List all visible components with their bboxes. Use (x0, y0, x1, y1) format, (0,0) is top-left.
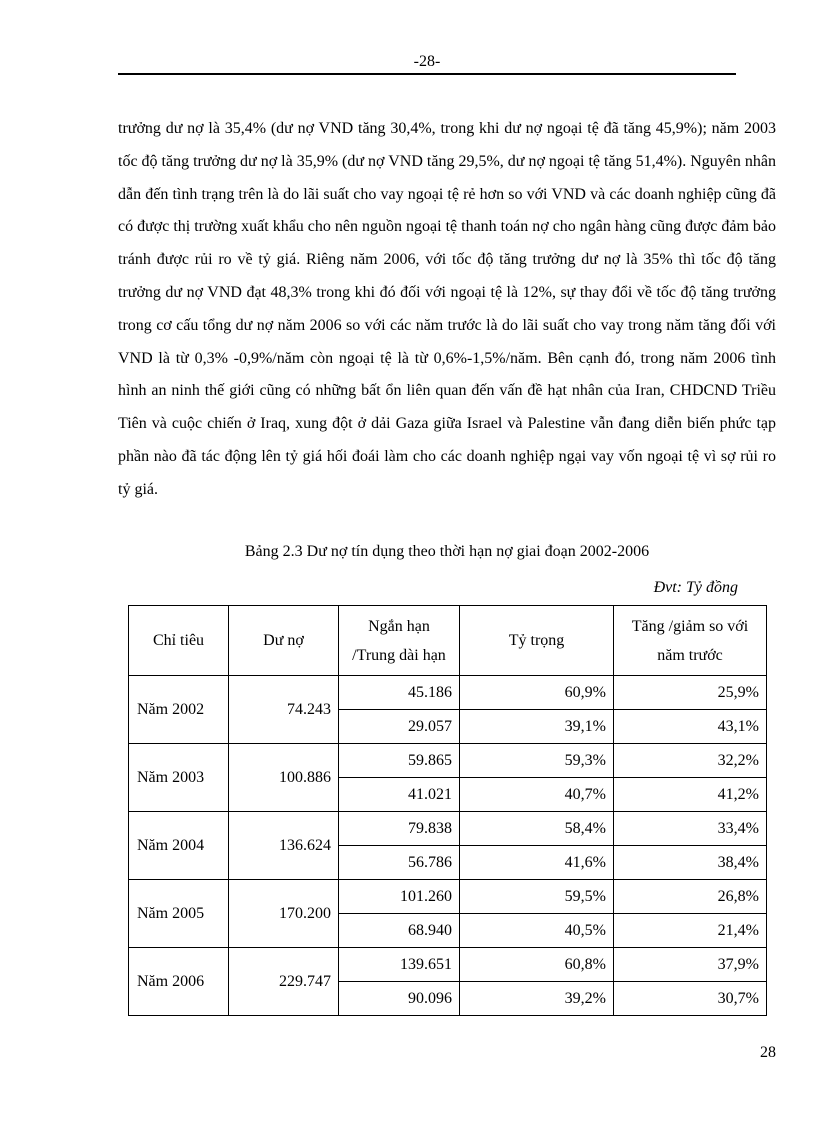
table-row (129, 676, 767, 710)
row-year: Năm 2003 (129, 744, 229, 812)
short-term-change: 37,9% (614, 948, 767, 982)
header-change-line1: Tăng /giảm so với (631, 617, 749, 635)
row-total: 170.200 (229, 880, 339, 948)
long-term-share: 39,2% (460, 982, 614, 1016)
table-unit-note: Đvt: Tỷ đồng (653, 579, 738, 596)
row-year: Năm 2005 (129, 880, 229, 948)
page-number: 28 (760, 1044, 776, 1061)
long-term-change: 30,7% (614, 982, 767, 1016)
long-term-share: 41,6% (460, 846, 614, 880)
long-term-amount: 41.021 (339, 778, 460, 812)
header-term-line2: /Trung dài hạn (352, 646, 446, 664)
table-caption: Bảng 2.3 Dư nợ tín dụng theo thời hạn nợ giai đoạn 2002-2006 (244, 543, 650, 560)
credit-by-term-table (128, 605, 767, 1016)
long-term-share: 40,5% (460, 914, 614, 948)
short-term-amount: 59.865 (339, 744, 460, 778)
long-term-change: 41,2% (614, 778, 767, 812)
header-share: Tỷ trọng (460, 606, 614, 676)
short-term-share: 60,8% (460, 948, 614, 982)
long-term-amount: 56.786 (339, 846, 460, 880)
short-term-change: 32,2% (614, 744, 767, 778)
row-total: 136.624 (229, 812, 339, 880)
table-row (129, 812, 767, 846)
header-indicator: Chỉ tiêu (129, 606, 229, 676)
header-divider (118, 73, 736, 75)
row-year: Năm 2002 (129, 676, 229, 744)
short-term-change: 25,9% (614, 676, 767, 710)
header-change (614, 606, 767, 676)
long-term-share: 40,7% (460, 778, 614, 812)
row-total: 229.747 (229, 948, 339, 1016)
long-term-amount: 29.057 (339, 710, 460, 744)
row-total: 74.243 (229, 676, 339, 744)
row-year: Năm 2006 (129, 948, 229, 1016)
short-term-share: 59,5% (460, 880, 614, 914)
page-header-number: -28- (413, 53, 441, 70)
row-year: Năm 2004 (129, 812, 229, 880)
long-term-change: 43,1% (614, 710, 767, 744)
body-paragraph: trưởng dư nợ là 35,4% (dư nợ VND tăng 30,4%, trong khi dư nợ ngoại tệ đã tăng 45,9%); năm 2003 tốc độ tăng trưởng dư nợ là 35,9% (dư nợ VND tăng 29,5%, dư nợ ngoại tệ tăng 51,4%). Nguyên nhân dẫn đến tình trạng trên là do lãi suất cho vay ngoại tệ rẻ hơn so với VND và các doanh nghiệp cũng đã có được thị trường xuất khẩu cho nên nguồn ngoại tệ thanh toán nợ cho ngân hàng cũng được đảm bảo tránh được rủi ro về tỷ giá. Riêng năm 2006, với tốc độ tăng trưởng dư nợ là 35% thì tốc độ tăng trưởng dư nợ VND đạt 48,3% trong khi đó đối với ngoại tệ là 12%, sự thay đổi về tốc độ tăng trưởng trong cơ cấu tổng dư nợ năm 2006 so với các năm trước là do lãi suất cho vay trong năm tăng đối với VND là từ 0,3% -0,9%/năm còn ngoại tệ là từ 0,6%-1,5%/năm. Bên cạnh đó, trong năm 2006 tình hình an ninh thế giới cũng có những bất ổn liên quan đến vấn đề hạt nhân của Iran, CHDCND Triều Tiên và cuộc chiến ở Iraq, xung đột ở dải Gaza giữa Israel và Palestine vẫn đang diễn biến phức tạp phần nào đã tác động lên tỷ giá hối đoái làm cho các doanh nghiệp ngại vay vốn ngoại tệ vì sợ rủi ro tỷ giá. (118, 120, 776, 498)
row-total: 100.886 (229, 744, 339, 812)
long-term-change: 21,4% (614, 914, 767, 948)
table-header-row (129, 606, 767, 676)
short-term-amount: 139.651 (339, 948, 460, 982)
short-term-change: 26,8% (614, 880, 767, 914)
short-term-share: 59,3% (460, 744, 614, 778)
short-term-change: 33,4% (614, 812, 767, 846)
header-change-line2: năm trước (657, 646, 723, 664)
short-term-amount: 101.260 (339, 880, 460, 914)
table-row (129, 948, 767, 982)
header-term (339, 606, 460, 676)
table-row (129, 744, 767, 778)
long-term-share: 39,1% (460, 710, 614, 744)
header-outstanding: Dư nợ (229, 606, 339, 676)
long-term-amount: 68.940 (339, 914, 460, 948)
table-row (129, 880, 767, 914)
short-term-share: 58,4% (460, 812, 614, 846)
long-term-amount: 90.096 (339, 982, 460, 1016)
long-term-change: 38,4% (614, 846, 767, 880)
short-term-amount: 79.838 (339, 812, 460, 846)
short-term-share: 60,9% (460, 676, 614, 710)
short-term-amount: 45.186 (339, 676, 460, 710)
header-term-line1: Ngắn hạn (368, 617, 430, 635)
